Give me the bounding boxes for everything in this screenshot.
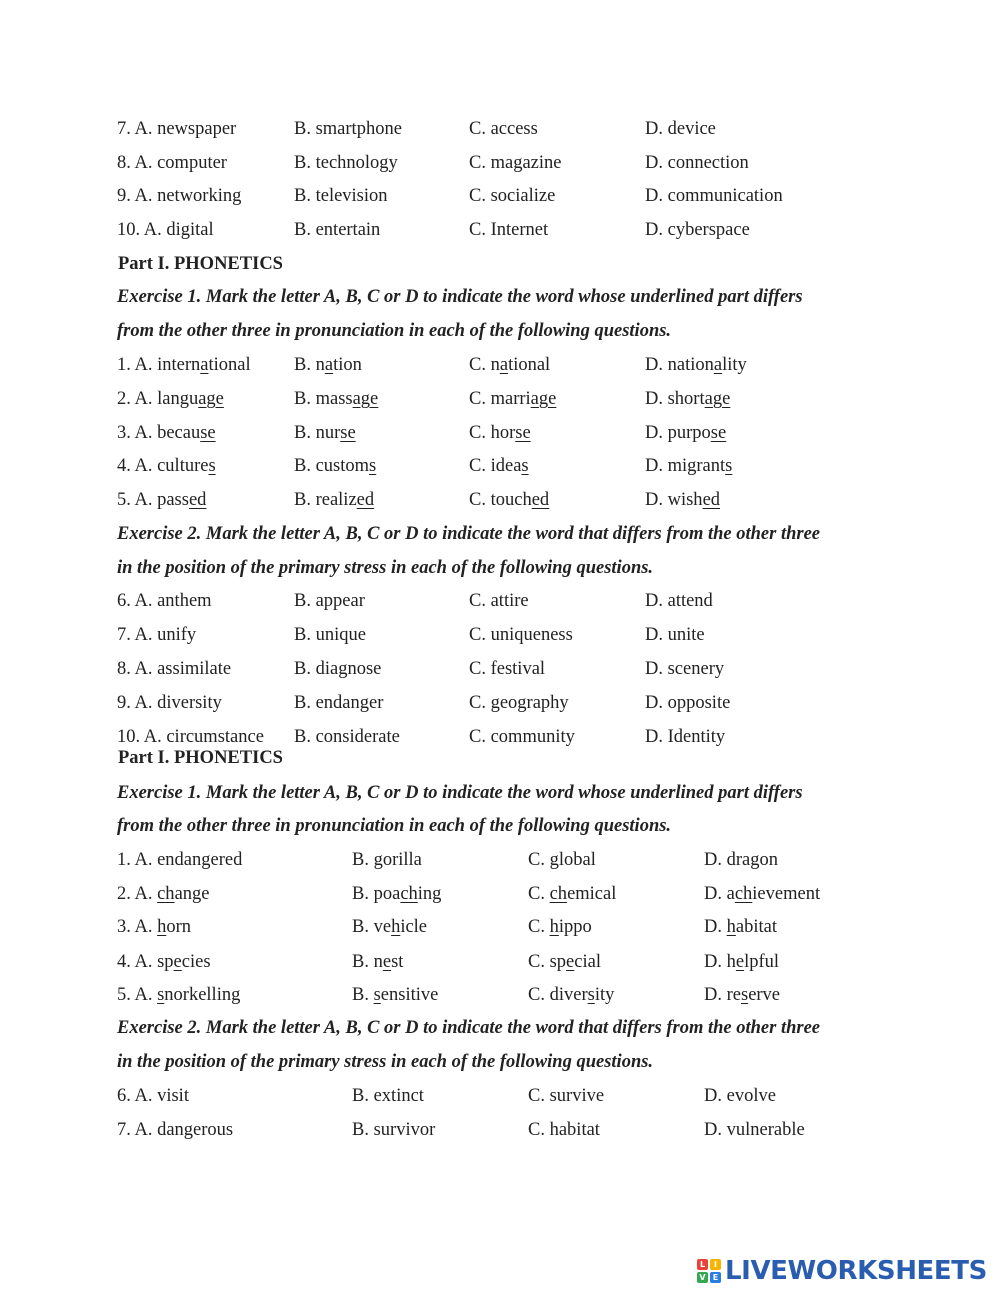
option-a: 8. A. assimilate [117, 659, 232, 679]
underlined-part: s [369, 456, 377, 476]
underlined-part: h [549, 917, 559, 937]
underlined-part: h [157, 917, 167, 937]
exercise-instruction: from the other three in pronunciation in each of the following questions. [117, 321, 672, 341]
option-a: 10. A. digital [117, 220, 214, 240]
option-text: D. h [704, 952, 736, 972]
option-text: st [391, 952, 404, 972]
option-a: 7. A. dangerous [117, 1120, 234, 1140]
option-a: 1. A. endangered [117, 850, 243, 870]
option-d: D. attend [645, 591, 713, 611]
option-text: 3. A. becau [117, 423, 201, 443]
option-d [704, 879, 820, 909]
option-text: tional [508, 355, 551, 375]
option-b [294, 418, 356, 448]
option-b: B. diagnose [294, 659, 382, 679]
exercise-instruction: in the position of the primary stress in each of the following questions. [117, 558, 654, 578]
option-text: D. migrant [645, 456, 726, 476]
underlined-part: ch [400, 884, 418, 904]
option-a [117, 485, 206, 515]
part-heading: Part I. PHONETICS [118, 254, 283, 274]
option-text: lity [722, 355, 747, 375]
option-text: B. mass [294, 389, 353, 409]
option-a: 6. A. anthem [117, 591, 212, 611]
underlined-part: ch [734, 884, 753, 904]
option-a: 6. A. visit [117, 1086, 189, 1106]
option-d: D. vulnerable [704, 1120, 805, 1140]
exercise-instruction: Exercise 2. Mark the letter A, B, C or D to indicate the word that differs from the other three [117, 524, 821, 544]
option-b [352, 879, 441, 909]
underlined-part: ed [531, 490, 550, 510]
option-b: B. entertain [294, 220, 381, 240]
option-c: C. community [469, 727, 575, 747]
option-d: D. Identity [645, 727, 726, 747]
underlined-part: a [200, 355, 209, 375]
option-c: C. global [528, 850, 596, 870]
exercise-instruction: Exercise 1. Mark the letter A, B, C or D to indicate the word whose underlined part differs [117, 783, 803, 803]
option-a [117, 350, 251, 380]
option-d [645, 451, 732, 481]
option-c: C. attire [469, 591, 529, 611]
option-d [645, 418, 726, 448]
option-text: B. n [294, 355, 325, 375]
logo-text: LIVEWORKSHEETS [725, 1256, 987, 1286]
option-b [294, 485, 374, 515]
option-a: 9. A. networking [117, 186, 242, 206]
option-a: 9. A. diversity [117, 693, 222, 713]
option-text: ange [174, 884, 210, 904]
underlined-part: s [587, 985, 595, 1005]
underlined-part: se [200, 423, 216, 443]
option-text: C. sp [528, 952, 567, 972]
option-text: B. nur [294, 423, 341, 443]
option-a [117, 879, 210, 909]
option-c: C. magazine [469, 153, 562, 173]
option-b: B. technology [294, 153, 398, 173]
underlined-part: e [382, 952, 392, 972]
logo-mark-icon [697, 1259, 721, 1283]
logo-mark-letter: V [697, 1272, 708, 1283]
option-d: D. scenery [645, 659, 725, 679]
option-text: B. ve [352, 917, 392, 937]
option-b: B. television [294, 186, 388, 206]
underlined-part: s [373, 985, 381, 1005]
option-text: B. poa [352, 884, 401, 904]
option-text: ievement [752, 884, 821, 904]
exercise-instruction: in the position of the primary stress in each of the following questions. [117, 1052, 654, 1072]
option-d: D. dragon [704, 850, 778, 870]
option-b: B. gorilla [352, 850, 422, 870]
option-text: 1. A. intern [117, 355, 201, 375]
option-c [528, 879, 616, 909]
option-c [469, 350, 550, 380]
option-text: tional [208, 355, 251, 375]
underlined-part: ch [549, 884, 568, 904]
liveworksheets-logo [697, 1256, 987, 1286]
option-d: D. evolve [704, 1086, 776, 1106]
underlined-part: se [340, 423, 356, 443]
option-text: 4. A. culture [117, 456, 209, 476]
option-d [704, 947, 779, 977]
option-b [294, 384, 378, 414]
underlined-part: e [735, 952, 745, 972]
option-text: B. custom [294, 456, 370, 476]
option-c [469, 418, 531, 448]
underlined-part: s [740, 985, 749, 1005]
underlined-part: se [515, 423, 531, 443]
underlined-part: age [352, 389, 379, 409]
option-b: B. extinct [352, 1086, 424, 1106]
option-b [352, 947, 403, 977]
underlined-part: s [521, 456, 529, 476]
option-d: D. connection [645, 153, 749, 173]
option-a [117, 912, 191, 942]
underlined-part: se [710, 423, 727, 443]
option-text: cial [574, 952, 601, 972]
option-c [528, 912, 592, 942]
option-text: abitat [735, 917, 777, 937]
option-c [528, 947, 601, 977]
option-a: 10. A. circumstance [117, 727, 264, 747]
underlined-part: ed [356, 490, 375, 510]
option-c [528, 980, 614, 1010]
option-text: D. [704, 917, 727, 937]
part-heading: Part I. PHONETICS [118, 748, 283, 768]
option-a [117, 418, 216, 448]
option-b: B. considerate [294, 727, 400, 747]
underlined-part: s [157, 985, 165, 1005]
option-b [352, 980, 438, 1010]
option-b [294, 350, 362, 380]
option-text: C. marri [469, 389, 531, 409]
logo-mark-letter: I [710, 1259, 721, 1270]
option-text: ing [417, 884, 442, 904]
underlined-part: age [198, 389, 224, 409]
underlined-part: h [391, 917, 401, 937]
option-d: D. device [645, 119, 716, 139]
option-a: 8. A. computer [117, 153, 227, 173]
exercise-instruction: Exercise 1. Mark the letter A, B, C or D to indicate the word whose underlined part differs [117, 287, 803, 307]
option-text: orn [166, 917, 192, 937]
option-text: D. short [645, 389, 705, 409]
option-a [117, 947, 211, 977]
option-c [469, 384, 556, 414]
option-text: D. re [704, 985, 741, 1005]
option-text: emical [567, 884, 617, 904]
option-c: C. festival [469, 659, 546, 679]
option-text: tion [333, 355, 362, 375]
underlined-part: e [173, 952, 182, 972]
option-text: C. [528, 917, 550, 937]
option-c: C. Internet [469, 220, 549, 240]
underlined-part: h [726, 917, 736, 937]
underlined-part: e [566, 952, 575, 972]
option-d [704, 912, 777, 942]
option-d: D. unite [645, 625, 705, 645]
option-text: 5. A. pass [117, 490, 189, 510]
option-text: C. idea [469, 456, 522, 476]
option-d [645, 485, 720, 515]
option-c [469, 485, 549, 515]
underlined-part: age [704, 389, 731, 409]
option-c: C. geography [469, 693, 569, 713]
option-a: 7. A. unify [117, 625, 197, 645]
logo-mark-letter: E [710, 1272, 721, 1283]
underlined-part: s [725, 456, 733, 476]
option-c [469, 451, 529, 481]
option-text: 3. A. [117, 917, 158, 937]
option-b [294, 451, 376, 481]
option-d: D. opposite [645, 693, 731, 713]
option-c: C. uniqueness [469, 625, 573, 645]
option-text: 2. A. [117, 884, 158, 904]
option-text: ippo [558, 917, 592, 937]
option-d [645, 384, 730, 414]
option-text: C. [528, 884, 550, 904]
option-text: B. [352, 985, 374, 1005]
option-text: icle [400, 917, 428, 937]
underlined-part: a [499, 355, 509, 375]
exercise-instruction: from the other three in pronunciation in each of the following questions. [117, 816, 672, 836]
option-text: norkelling [164, 985, 241, 1005]
option-b: B. survivor [352, 1120, 436, 1140]
option-text: B. n [352, 952, 383, 972]
underlined-part: a [324, 355, 334, 375]
option-text: C. hor [469, 423, 516, 443]
option-b: B. unique [294, 625, 366, 645]
option-text: lpful [744, 952, 780, 972]
option-text: D. purpo [645, 423, 711, 443]
option-text: D. wish [645, 490, 703, 510]
option-text: D. a [704, 884, 735, 904]
underlined-part: a [713, 355, 723, 375]
underlined-part: ch [157, 884, 175, 904]
exercise-instruction: Exercise 2. Mark the letter A, B, C or D to indicate the word that differs from the other three [117, 1018, 821, 1038]
logo-mark-letter: L [697, 1259, 708, 1270]
option-b: B. endanger [294, 693, 384, 713]
option-b [352, 912, 427, 942]
option-c: C. access [469, 119, 538, 139]
option-d: D. communication [645, 186, 783, 206]
option-text: 2. A. langu [117, 389, 199, 409]
option-c: C. habitat [528, 1120, 600, 1140]
option-text: C. diver [528, 985, 588, 1005]
option-text: 5. A. [117, 985, 158, 1005]
option-d: D. cyberspace [645, 220, 750, 240]
underlined-part: ed [702, 490, 721, 510]
option-text: erve [748, 985, 781, 1005]
option-text: 4. A. sp [117, 952, 174, 972]
option-b: B. smartphone [294, 119, 402, 139]
option-text: cies [181, 952, 211, 972]
option-d [645, 350, 747, 380]
option-text: C. touch [469, 490, 532, 510]
option-text: ensitive [380, 985, 439, 1005]
option-a [117, 384, 224, 414]
underlined-part: ed [188, 490, 207, 510]
option-a [117, 451, 216, 481]
option-c: C. survive [528, 1086, 605, 1106]
option-text: C. n [469, 355, 500, 375]
option-text: ity [594, 985, 615, 1005]
option-a [117, 980, 240, 1010]
option-text: B. realiz [294, 490, 357, 510]
option-text: D. nation [645, 355, 714, 375]
option-d [704, 980, 780, 1010]
underlined-part: age [530, 389, 557, 409]
option-c: C. socialize [469, 186, 556, 206]
option-a: 7. A. newspaper [117, 119, 237, 139]
option-b: B. appear [294, 591, 365, 611]
underlined-part: s [208, 456, 216, 476]
